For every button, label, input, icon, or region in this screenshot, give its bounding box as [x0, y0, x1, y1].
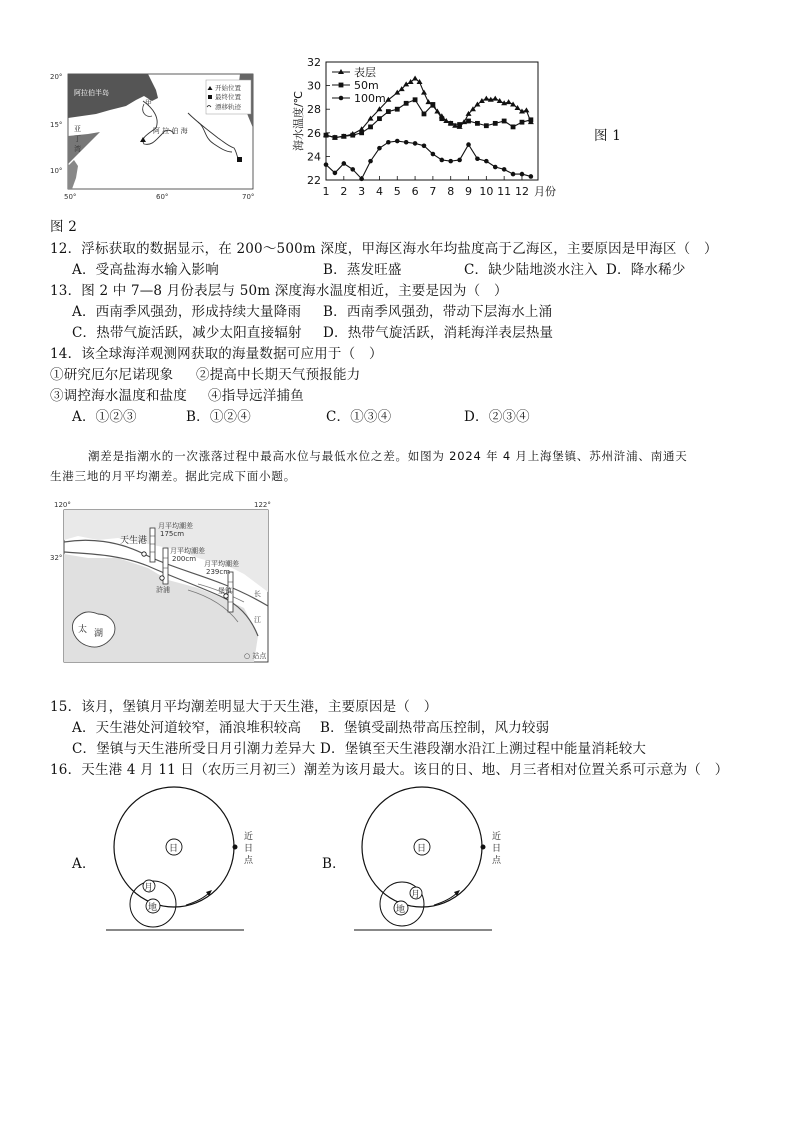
earth-label-a: 地 [148, 903, 158, 913]
perihelion-b-3: 点 [492, 856, 502, 866]
data-point [386, 140, 391, 145]
x-tick-label: 8 [447, 185, 455, 198]
legend-station: ○ 站点 [244, 652, 267, 660]
x-tick-label: 3 [358, 185, 366, 198]
data-point [413, 97, 418, 102]
data-point [484, 159, 489, 164]
data-point [324, 133, 329, 138]
data-point [422, 143, 427, 148]
arabian-sea-map [48, 68, 258, 203]
data-point [421, 90, 427, 95]
lake-label-1: 太 [78, 625, 88, 635]
data-point [457, 158, 462, 163]
earth-label-b: 地 [396, 905, 406, 915]
y-tick-label: 26 [307, 126, 321, 140]
q12-option-b[interactable]: B．蒸发旺盛 [323, 262, 402, 278]
data-point [457, 122, 462, 127]
lon-120: 120° [54, 501, 71, 509]
bar1-value: 175cm [160, 530, 185, 538]
passage-line-2: 生港三地的月平均潮差。据此完成下面小题。 [50, 469, 296, 483]
data-point [412, 76, 418, 81]
lake-label-2: 湖 [94, 629, 104, 639]
data-point [430, 102, 435, 107]
q14-item-3: ③调控海水温度和盐度 [50, 388, 187, 404]
data-point [439, 116, 444, 121]
lon-122: 122° [254, 501, 271, 509]
perihelion-a-3: 点 [244, 856, 254, 866]
y-tick-label: 22 [307, 174, 321, 187]
sun-label-a: 日 [169, 844, 179, 854]
data-point [377, 116, 382, 121]
y-axis-label: 海水温度/℃ [292, 90, 305, 152]
y-tick-label: 28 [307, 103, 321, 117]
question-15-stem: 15．该月，堡镇月平均潮差明显大于天生港，主要原因是（ ） [50, 699, 438, 715]
station-xupu: 浒浦 [156, 586, 170, 594]
question-13-stem: 13．图 2 中 7—8 月份表层与 50m 深度海水温度相近，主要是因为（ ） [50, 283, 508, 299]
legend-entry: 100m [354, 92, 386, 105]
river-label-2: 江 [254, 616, 261, 624]
data-point [506, 99, 512, 104]
data-point [511, 172, 516, 177]
data-point [324, 162, 329, 167]
data-point [350, 167, 355, 172]
perihelion-b-2: 日 [492, 844, 502, 854]
data-point [422, 112, 427, 117]
legend-start: 开始位置 [215, 84, 241, 92]
data-point [395, 107, 400, 112]
orbit-diagram-b[interactable] [344, 780, 514, 940]
q15-option-d[interactable]: D．堡镇至天生港段潮水沿江上溯过程中能量消耗较大 [320, 741, 647, 757]
q14-option-b[interactable]: B．①②④ [186, 409, 251, 425]
data-point [475, 121, 480, 126]
x-tick-label: 5 [393, 185, 401, 198]
q12-option-a[interactable]: A．受高盐海水输入影响 [72, 262, 219, 278]
q16-option-a-label[interactable]: A． [72, 856, 96, 872]
data-point [377, 146, 382, 151]
q14-option-d[interactable]: D．②③④ [464, 409, 530, 425]
orbit-diagram-a[interactable] [96, 780, 266, 940]
data-point [493, 121, 498, 126]
q13-option-c[interactable]: C．热带气旋活跃，减少太阳直接辐射 [72, 325, 302, 341]
x-tick-label: 11 [497, 185, 512, 198]
x-axis-label: 月份 [533, 185, 556, 198]
data-point [342, 161, 347, 166]
q13-option-b[interactable]: B．西南季风强劲，带动下层海水上涌 [323, 304, 553, 320]
data-point [448, 159, 453, 164]
q14-item-2: ②提高中长期天气预报能力 [196, 367, 361, 383]
data-point [333, 135, 338, 140]
data-point [523, 107, 529, 112]
question-16-stem: 16．天生港 4 月 11 日（农历三月初三）潮差为该月最大。该日的日、地、月三者相对位置关系可示意为（ ） [50, 762, 729, 778]
data-point [431, 152, 436, 157]
data-point [404, 140, 409, 145]
perihelion-b-1: 近 [492, 832, 502, 842]
perihelion-a-2: 日 [244, 844, 254, 854]
data-point [404, 101, 409, 106]
perihelion-a-1: 近 [244, 832, 254, 842]
q14-item-4: ④指导远洋捕鱼 [208, 388, 304, 404]
lon-label-60: 60° [156, 193, 169, 201]
data-point [359, 130, 364, 135]
q15-option-b[interactable]: B．堡镇受副热带高压控制，风力较弱 [320, 720, 550, 736]
x-tick-label: 12 [514, 185, 529, 198]
station-baozhen: 堡镇 [218, 587, 232, 595]
figure1-label: 图 1 [594, 128, 621, 144]
data-point [484, 123, 489, 128]
legend-entry: 表层 [354, 66, 376, 79]
passage-line-1: 潮差是指潮水的一次涨落过程中最高水位与最低水位之差。如图为 2024 年 4 月上海堡镇、苏州浒浦、南通天 [88, 449, 688, 463]
sun-label-b: 日 [417, 844, 427, 854]
data-point [339, 96, 344, 101]
legend-track: 漂移轨迹 [215, 103, 241, 111]
q12-option-c[interactable]: C．缺少陆地淡水注入 [464, 262, 598, 278]
bar2-value: 200cm [172, 555, 197, 563]
data-point [502, 119, 507, 124]
point-jia-label: 甲 [145, 99, 152, 107]
q15-option-a[interactable]: A．天生港处河道较窄，涌浪堆积较高 [72, 720, 302, 736]
lat-32: 32° [50, 554, 63, 562]
data-point [466, 119, 471, 124]
data-point [475, 156, 480, 161]
x-tick-label: 10 [479, 185, 494, 198]
station-tianshenggang: 天生港 [120, 536, 148, 546]
data-point [520, 172, 525, 177]
data-point [368, 125, 373, 130]
data-point [350, 133, 355, 138]
q14-item-1: ①研究厄尔尼诺现象 [50, 367, 174, 383]
gulf-label-1: 亚 [74, 125, 81, 133]
lat-label-15: 15° [50, 121, 63, 129]
data-point [511, 125, 516, 130]
lon-label-70: 70° [242, 193, 255, 201]
q13-option-d[interactable]: D．热带气旋活跃，消耗海洋表层热量 [323, 325, 554, 341]
x-tick-label: 7 [429, 185, 437, 198]
x-tick-label: 6 [411, 185, 419, 198]
lat-label-10: 10° [50, 167, 63, 175]
bar3-label: 月平均潮差 [204, 560, 239, 568]
moon-label-a: 月 [144, 883, 154, 893]
data-point [368, 159, 373, 164]
data-point [333, 171, 338, 176]
data-point [341, 134, 346, 139]
x-tick-label: 1 [322, 185, 330, 198]
data-point [483, 96, 489, 101]
river-label-1: 长 [254, 590, 261, 598]
data-point [493, 165, 498, 170]
sea-temperature-chart [290, 56, 560, 206]
figure2-label: 图 2 [50, 219, 77, 235]
q12-option-d[interactable]: D．降水稀少 [606, 262, 686, 278]
data-point [492, 96, 498, 101]
yangtze-tide-map [48, 496, 276, 672]
legend-end: 最终位置 [215, 93, 241, 101]
moon-label-b: 月 [411, 890, 421, 900]
data-point [448, 121, 453, 126]
data-point [395, 139, 400, 144]
lat-label-20: 20° [50, 73, 63, 81]
data-point [528, 117, 533, 122]
x-tick-label: 9 [465, 185, 473, 198]
question-14-stem: 14．该全球海洋观测网获取的海量数据可应用于（ ） [50, 346, 383, 362]
gulf-label-2: 丁 [74, 135, 81, 143]
data-point [413, 141, 418, 146]
data-point [359, 177, 364, 182]
x-tick-label: 2 [340, 185, 348, 198]
bar2-label: 月平均潮差 [170, 547, 205, 555]
land-label: 阿拉伯半岛 [74, 89, 109, 97]
x-tick-label: 4 [375, 185, 383, 198]
y-tick-label: 32 [307, 56, 321, 69]
data-point [386, 109, 391, 114]
q16-option-b-label[interactable]: B． [322, 856, 346, 872]
data-point [502, 167, 507, 172]
data-point [339, 83, 344, 88]
q13-option-a[interactable]: A．西南季风强劲，形成持续大量降雨 [72, 304, 302, 320]
data-point [520, 120, 525, 125]
y-tick-label: 30 [307, 79, 321, 93]
y-tick-label: 24 [307, 150, 321, 164]
sea-label: 阿 拉 伯 海 [153, 127, 188, 135]
bar3-value: 239cm [206, 568, 231, 576]
data-point [529, 174, 534, 179]
legend-entry: 50m [354, 79, 379, 92]
lon-label-50: 50° [64, 193, 77, 201]
q15-option-c[interactable]: C．堡镇与天生港所受日月引潮力差异大 [72, 741, 316, 757]
gulf-label-3: 湾 [74, 145, 81, 153]
q14-option-c[interactable]: C．①③④ [326, 409, 392, 425]
data-point [466, 142, 471, 147]
q14-option-a[interactable]: A．①②③ [72, 409, 137, 425]
data-point [439, 158, 444, 163]
bar1-label: 月平均潮差 [158, 522, 193, 530]
question-12-stem: 12．浮标获取的数据显示，在 200～500m 深度，甲海区海水年均盐度高于乙海区，主要原因是甲海区（ ） [50, 241, 718, 257]
series-line-circle [326, 141, 531, 179]
